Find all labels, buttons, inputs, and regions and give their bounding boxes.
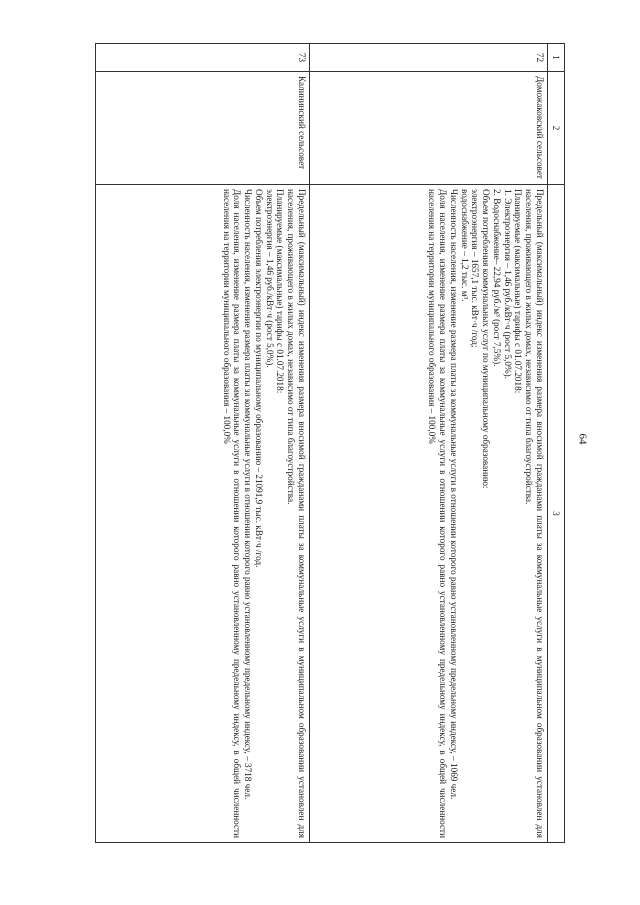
row-number: 72 [310, 44, 548, 72]
description-line: электроэнергия – 1657,1 тыс. кВт·ч /год; [470, 189, 481, 348]
description-line: Численность населения, изменение размера платы за коммунальные услуги в отношении которого равно установленному предельному индексу, – 3718 чел. [243, 189, 254, 800]
table-header-row [548, 44, 565, 843]
page-number: 64 [576, 433, 589, 445]
municipality-name: Доможаковский сельсовет [310, 72, 548, 185]
description-line: электроэнергия – 1,46 руб./кВт·ч (рост 5,0%). [264, 189, 275, 368]
description-line: Объем потребления электроэнергии по муниципальному образованию – 21091,9 тыс. кВт·ч /год. [253, 189, 264, 568]
table-row [96, 44, 310, 843]
table-box [95, 43, 565, 843]
description-line: Доля населения, изменение размера платы за коммунальные услуги в отношении которого равно установленному предельному индексу, в общей численности населения на территории муниципального образования – 100,0% [427, 189, 449, 838]
description-line: водоснабжение – 1,2 тыс. м³. [459, 189, 470, 302]
row-number: 73 [96, 44, 310, 72]
description-line: Объем потребления коммунальных услуг по муниципальному образованию: [481, 189, 492, 489]
description-line: 1. Электроэнергия – 1,46 руб./кВт·ч (рост 5,0%). [502, 189, 513, 379]
table-row [310, 44, 548, 843]
description-line: Предельный (максимальный) индекс изменения размера вносимой гражданами платы за коммунальные услуги в муниципальном образовании установлен для населения, проживающего в жилых домах, независимо от типа благоустройства. [286, 189, 307, 838]
description-line: Доля населения, изменение размера платы за коммунальные услуги в отношении которого равно установленному предельному индексу, в общей численности населения на территории муниципального образования – 100,0% [221, 189, 243, 838]
description-line: Планируемые (максимальные) тарифы с 01.07.2018: [513, 189, 524, 394]
header-cell-1: 1 [548, 44, 565, 72]
municipality-name: Калининский сельсовет [96, 72, 310, 185]
description-line: Планируемые (максимальные) тарифы с 01.07.2018: [275, 189, 286, 394]
description-line: Численность населения, изменение размера платы за коммунальные услуги в отношении которого равно установленному предельному индексу, – 1069 чел. [448, 189, 459, 800]
row-description [310, 185, 548, 843]
row-description [96, 185, 310, 843]
description-line: 2. Водоснабжение– 22,94 руб./м³ (рост 7,5%). [491, 189, 502, 367]
header-cell-2: 2 [548, 72, 565, 185]
rotated-table-container [95, 43, 565, 843]
description-line: Предельный (максимальный) индекс изменения размера вносимой гражданами платы за коммунальные услуги в муниципальном образовании установлен для населения, проживающего в жилых домах, независимо от типа благоустройства. [524, 189, 545, 838]
header-cell-3: 3 [548, 185, 565, 843]
tariff-table [95, 43, 565, 843]
